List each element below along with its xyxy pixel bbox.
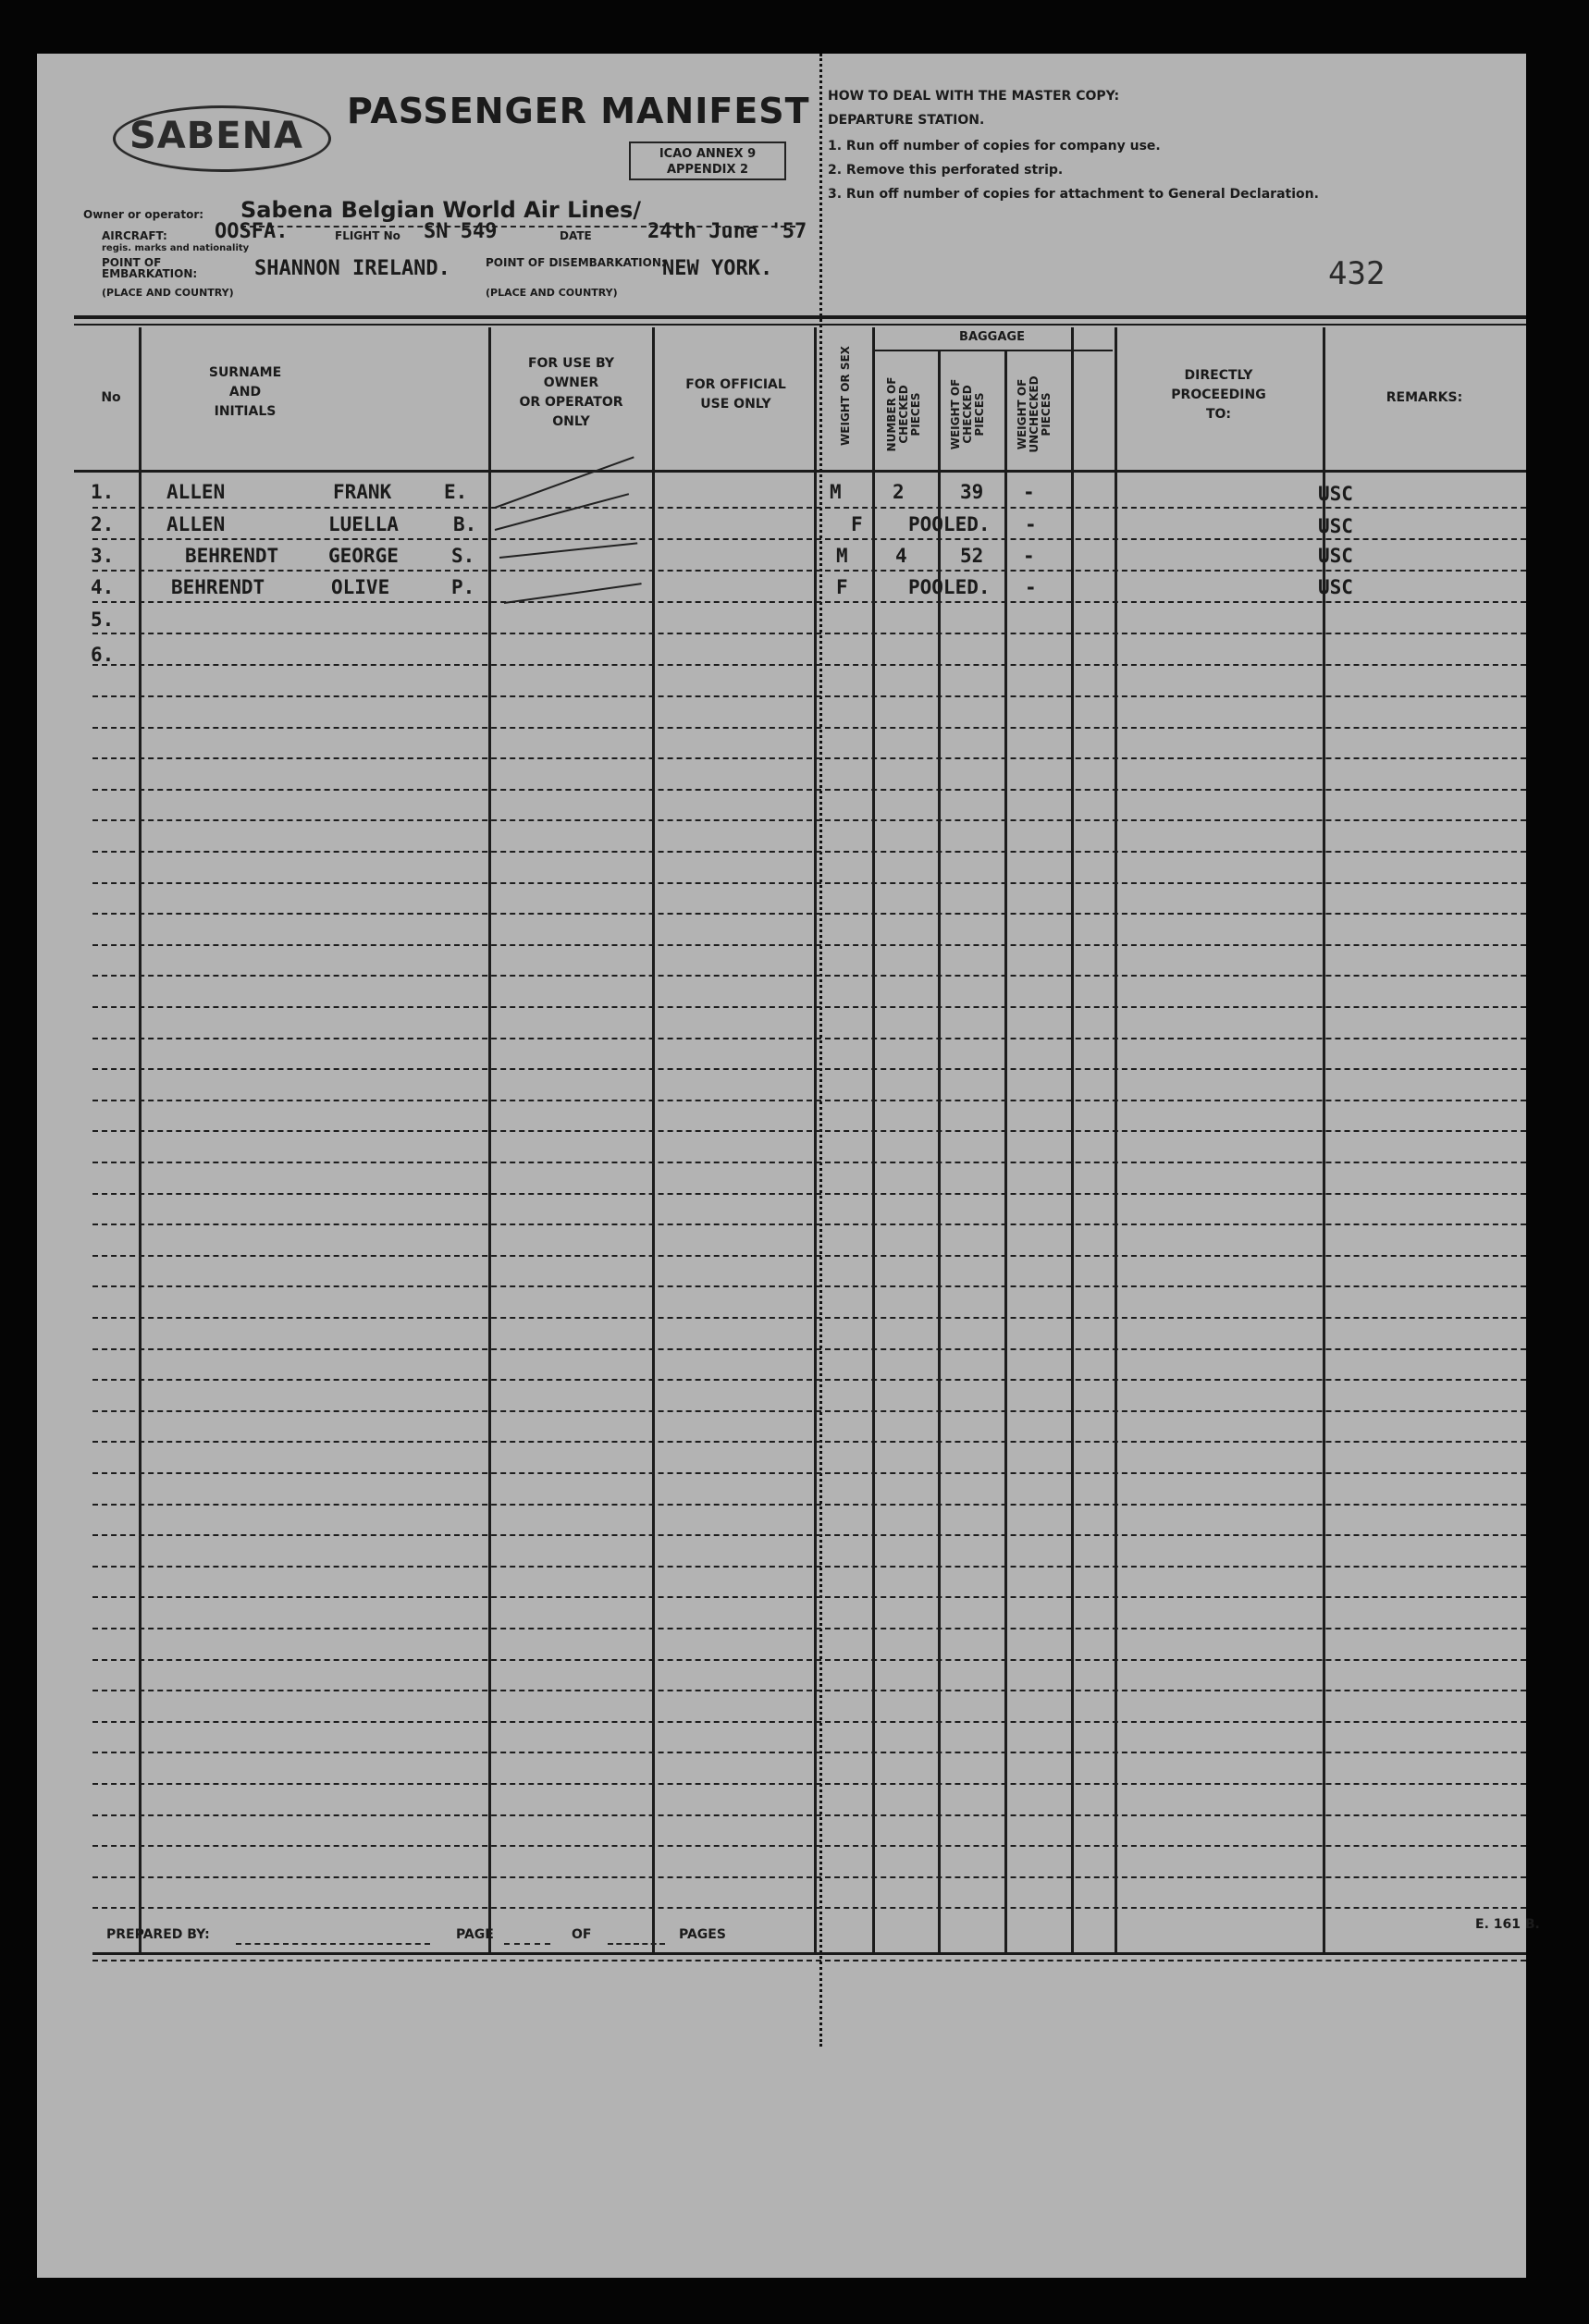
col-header-surname-2: AND bbox=[228, 385, 262, 400]
col-header-proceeding-2: PROCEEDING bbox=[1171, 387, 1266, 402]
ruled-line bbox=[92, 1721, 1526, 1723]
col-header-official-2: USE ONLY bbox=[700, 397, 771, 412]
row-4-surname: BEHRENDT bbox=[171, 576, 265, 598]
pen-stroke-3 bbox=[499, 542, 637, 559]
embark-label: POINT OF EMBARKATION: bbox=[102, 256, 198, 280]
ruled-line bbox=[92, 1534, 1526, 1536]
row-4-unchecked: - bbox=[1025, 576, 1037, 598]
col-divider-10 bbox=[1323, 327, 1325, 1955]
instructions-station: DEPARTURE STATION. bbox=[828, 113, 985, 128]
instructions-step-1: 1. Run off number of copies for company use. bbox=[828, 139, 1161, 154]
ruled-line bbox=[92, 1038, 1526, 1039]
row-4-remarks: USC bbox=[1318, 576, 1353, 598]
col-header-surname-3: INITIALS bbox=[214, 404, 277, 419]
ruled-line bbox=[92, 944, 1526, 946]
ruled-line bbox=[92, 1285, 1526, 1287]
page-number: 432 bbox=[1328, 255, 1386, 292]
ruled-line bbox=[92, 1006, 1526, 1008]
ruled-line bbox=[92, 538, 1526, 540]
col-header-num-checked: NUMBER OF CHECKED PIECES bbox=[885, 376, 922, 452]
row-2-initial: B. bbox=[453, 513, 477, 535]
ruled-line bbox=[92, 1876, 1526, 1878]
col-header-weight-unchecked: WEIGHT OF UNCHECKED PIECES bbox=[1016, 375, 1053, 453]
pages-field[interactable] bbox=[608, 1943, 665, 1945]
col-divider-1 bbox=[139, 327, 142, 1955]
row-1-initial: E. bbox=[444, 481, 468, 503]
ruled-line bbox=[92, 1814, 1526, 1816]
col-divider-7 bbox=[1004, 351, 1007, 1955]
col-divider-5 bbox=[872, 327, 875, 1955]
aircraft-sublabel: regis. marks and nationality bbox=[102, 243, 250, 253]
ruled-line bbox=[92, 1472, 1526, 1474]
aircraft-label: AIRCRAFT: bbox=[102, 229, 167, 242]
row-2-surname: ALLEN bbox=[166, 513, 226, 535]
row-3-no: 3. bbox=[91, 545, 115, 567]
ruled-line bbox=[92, 1130, 1526, 1132]
col-header-baggage: BAGGAGE bbox=[959, 330, 1025, 344]
ruled-line bbox=[92, 1596, 1526, 1598]
instructions-step-3: 3. Run off number of copies for attachment to General Declaration. bbox=[828, 187, 1319, 202]
col-header-owner-1: FOR USE BY bbox=[527, 356, 615, 371]
ruled-line bbox=[92, 1410, 1526, 1412]
row-6-no: 6. bbox=[91, 644, 115, 666]
table-bottom-rule-2 bbox=[92, 1960, 1526, 1961]
col-divider-3 bbox=[652, 327, 655, 1955]
ruled-line bbox=[92, 507, 1526, 509]
col-divider-9 bbox=[1115, 327, 1117, 1955]
row-1-weight: 39 bbox=[960, 481, 984, 503]
row-1-remarks: USC bbox=[1318, 483, 1353, 505]
row-4-first: OLIVE bbox=[331, 576, 390, 598]
ruled-line bbox=[92, 1566, 1526, 1568]
embark-value: SHANNON IRELAND. bbox=[254, 257, 450, 280]
row-4-no: 4. bbox=[91, 576, 115, 598]
instructions-step-2: 2. Remove this perforated strip. bbox=[828, 163, 1064, 178]
row-1-pieces: 2 bbox=[893, 481, 905, 503]
ruled-line bbox=[92, 1255, 1526, 1257]
ruled-line bbox=[92, 757, 1526, 759]
row-3-unchecked: - bbox=[1023, 545, 1035, 567]
row-3-sex: M bbox=[836, 545, 848, 567]
pen-stroke-1 bbox=[495, 456, 634, 509]
date-label: DATE bbox=[560, 229, 592, 242]
row-2-first: LUELLA bbox=[328, 513, 399, 535]
baggage-rule bbox=[874, 350, 1113, 351]
col-header-no: No bbox=[101, 390, 121, 405]
manifest-sheet bbox=[37, 54, 1540, 2278]
table-bottom-rule bbox=[92, 1952, 1526, 1955]
ruled-line bbox=[92, 695, 1526, 697]
col-header-owner-4: ONLY bbox=[552, 414, 590, 429]
row-3-weight: 52 bbox=[960, 545, 984, 567]
col-divider-2 bbox=[488, 327, 491, 1955]
operator-value: Sabena Belgian World Air Lines/ bbox=[240, 197, 642, 223]
logo-text: SABENA bbox=[129, 115, 304, 157]
form-code: E. 161 B. bbox=[1475, 1917, 1540, 1932]
page-field[interactable] bbox=[504, 1943, 550, 1945]
row-3-surname: BEHRENDT bbox=[185, 545, 279, 567]
row-1-no: 1. bbox=[91, 481, 115, 503]
row-3-initial: S. bbox=[451, 545, 475, 567]
row-1-sex: M bbox=[830, 481, 842, 503]
ruled-line bbox=[92, 1068, 1526, 1070]
row-2-pieces: POOLED. bbox=[908, 513, 991, 535]
ruled-line bbox=[92, 1504, 1526, 1506]
ruled-line bbox=[92, 851, 1526, 853]
row-2-no: 2. bbox=[91, 513, 115, 535]
ruled-line bbox=[92, 1162, 1526, 1163]
ruled-line bbox=[92, 1100, 1526, 1101]
row-1-surname: ALLEN bbox=[166, 481, 226, 503]
col-divider-8 bbox=[1071, 327, 1074, 1955]
ruled-line bbox=[92, 1752, 1526, 1753]
flight-value: SN 549 bbox=[424, 220, 498, 243]
header-top-rule-2 bbox=[74, 324, 1526, 326]
row-2-sex: F bbox=[851, 513, 863, 535]
col-header-owner bbox=[490, 354, 652, 432]
col-header-proceeding bbox=[1119, 366, 1318, 424]
ruled-line bbox=[92, 570, 1526, 572]
disembark-value: NEW YORK. bbox=[662, 257, 773, 280]
ruled-line bbox=[92, 882, 1526, 884]
footer-prepared-by-label: PREPARED BY: bbox=[106, 1927, 210, 1942]
col-header-proceeding-1: DIRECTLY bbox=[1184, 368, 1253, 383]
ruled-line bbox=[92, 1628, 1526, 1629]
ruled-line bbox=[92, 1193, 1526, 1195]
row-3-first: GEORGE bbox=[328, 545, 399, 567]
ruled-line bbox=[92, 633, 1526, 634]
header-top-rule bbox=[74, 315, 1526, 319]
document-title: PASSENGER MANIFEST bbox=[347, 91, 810, 131]
date-value: 24th June '57 bbox=[647, 220, 807, 243]
row-4-pieces: POOLED. bbox=[908, 576, 991, 598]
ruled-line bbox=[92, 1783, 1526, 1785]
col-header-official bbox=[655, 375, 817, 414]
operator-label: Owner or operator: bbox=[83, 208, 204, 221]
ruled-line bbox=[92, 664, 1526, 666]
col-header-surname bbox=[139, 363, 351, 422]
icao-line-1: ICAO ANNEX 9 bbox=[659, 147, 757, 161]
col-header-remarks: REMARKS: bbox=[1386, 390, 1463, 405]
ruled-line bbox=[92, 819, 1526, 821]
footer-pages-label: PAGES bbox=[679, 1927, 726, 1942]
embark-sublabel: (PLACE AND COUNTRY) bbox=[102, 287, 234, 299]
ruled-line bbox=[92, 1223, 1526, 1225]
disembark-label: POINT OF DISEMBARKATION: bbox=[486, 256, 666, 269]
col-header-weight-sex: WEIGHT OR SEX bbox=[839, 346, 852, 446]
flight-label: FLIGHT No bbox=[335, 229, 400, 242]
col-header-official-1: FOR OFFICIAL bbox=[685, 377, 786, 392]
icao-line-2: APPENDIX 2 bbox=[666, 163, 749, 177]
disembark-sublabel: (PLACE AND COUNTRY) bbox=[486, 287, 618, 299]
ruled-line bbox=[92, 1659, 1526, 1661]
ruled-line bbox=[92, 1690, 1526, 1691]
ruled-line bbox=[92, 1907, 1526, 1909]
icao-annex-box bbox=[629, 141, 786, 180]
col-divider-4 bbox=[814, 327, 817, 1955]
ruled-line bbox=[92, 1317, 1526, 1319]
ruled-line bbox=[92, 1441, 1526, 1443]
row-1-first: FRANK bbox=[333, 481, 392, 503]
col-header-weight-checked: WEIGHT OF CHECKED PIECES bbox=[949, 378, 986, 450]
row-3-pieces: 4 bbox=[895, 545, 907, 567]
prepared-by-field[interactable] bbox=[236, 1943, 430, 1945]
ruled-line bbox=[92, 1379, 1526, 1381]
row-2-unchecked: - bbox=[1025, 513, 1037, 535]
footer-page-label: PAGE bbox=[456, 1927, 494, 1942]
ruled-line bbox=[92, 1348, 1526, 1350]
col-header-surname-1: SURNAME bbox=[208, 365, 282, 380]
row-1-unchecked: - bbox=[1023, 481, 1035, 503]
header-bottom-rule bbox=[74, 470, 1526, 473]
ruled-line bbox=[92, 1845, 1526, 1847]
col-header-proceeding-3: TO: bbox=[1205, 407, 1232, 422]
perforation-line bbox=[819, 54, 822, 2047]
instructions-title: HOW TO DEAL WITH THE MASTER COPY: bbox=[828, 89, 1120, 104]
ruled-line bbox=[92, 913, 1526, 915]
footer-of-label: OF bbox=[572, 1927, 592, 1942]
row-4-initial: P. bbox=[451, 576, 475, 598]
col-header-owner-3: OR OPERATOR bbox=[519, 395, 623, 410]
row-3-remarks: USC bbox=[1318, 545, 1353, 567]
row-2-remarks: USC bbox=[1318, 515, 1353, 537]
col-header-owner-2: OWNER bbox=[543, 375, 599, 390]
ruled-line bbox=[92, 789, 1526, 791]
aircraft-value: OOSFA. bbox=[215, 220, 289, 243]
row-4-sex: F bbox=[836, 576, 848, 598]
ruled-line bbox=[92, 727, 1526, 729]
row-5-no: 5. bbox=[91, 609, 115, 631]
ruled-line bbox=[92, 601, 1526, 603]
ruled-line bbox=[92, 975, 1526, 977]
